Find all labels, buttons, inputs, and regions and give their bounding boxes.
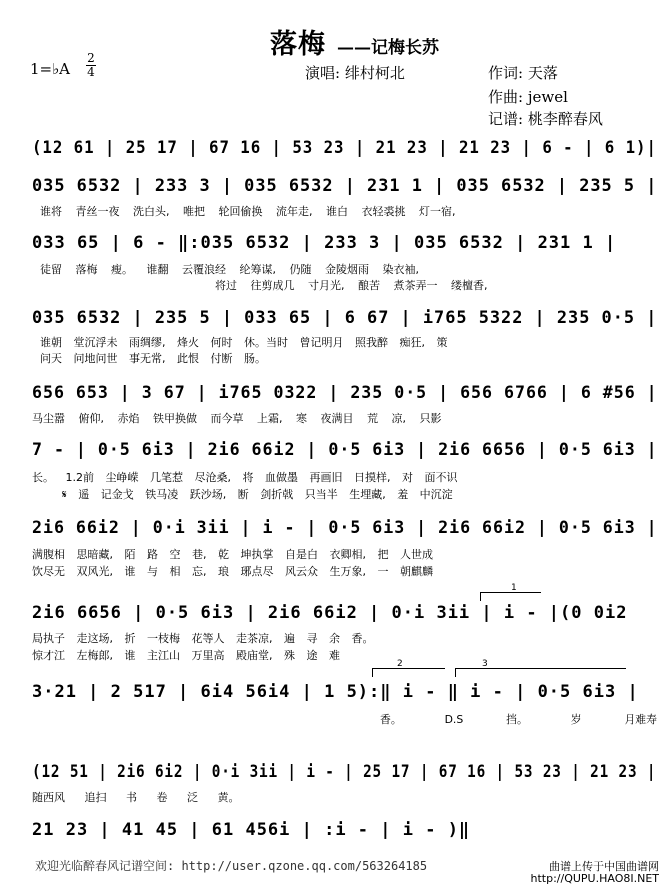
notation-row: 033 65 | 6 - ‖:035 6532 | 233 3 | 035 6532 | 231 1 |	[32, 233, 617, 253]
site-watermark	[531, 861, 660, 885]
first-ending-bracket	[480, 583, 541, 601]
lyric-line: 问天 问地问世 事无常, 此恨 付断 肠。	[40, 352, 266, 365]
lyric-line: 马尘嚣 俯仰, 赤焰 铁甲换做 而今草 上霜, 寒 夜满目 荒 凉, 只影	[32, 412, 442, 425]
lyric-line: 𝄋 遥 记金戈 铁马凌 跃沙场, 断 剑折戟 只当半 生埋藏, 羞 中沉淀	[62, 488, 453, 501]
third-ending-number: 3	[482, 659, 488, 669]
watermark-line-1: 曲谱上传于中国曲谱网	[549, 860, 659, 873]
composer-credit: 作曲: jewel	[488, 88, 568, 106]
lyric-line: 徒留 落梅 瘦。 谁翻 云覆浪经 纶筹谋, 仍随 金陵烟雨 染衣袖,	[40, 263, 419, 276]
notation-row: 656 653 | 3 67 | i765 0322 | 235 0·5 | 656 6766 | 6 #56 |	[32, 383, 658, 403]
time-signature-denominator: 4	[87, 65, 95, 79]
notation-row: 2i6 6656 | 0·5 6i3 | 2i6 66i2 | 0·i 3ii | i - |(0 0i2	[32, 603, 628, 623]
song-subtitle: ——记梅长苏	[337, 38, 439, 58]
lyric-line: 长。 1.2前 尘峥嵘 几笔惹 尽沧桑, 将 血做墨 再画旧 日摸样, 对 面不识	[32, 471, 458, 484]
lyric-line: 饮尽无 双风光, 谁 与 相 忘, 琅 琊点尽 风云众 生万象, 一 朝麒麟	[32, 565, 433, 578]
second-ending-bracket	[372, 659, 445, 677]
lyric-line: 谁将 青丝一夜 洗白头, 唯把 轮回偷换 流年走, 谁白 衣轻裘挑 灯一宿,	[40, 205, 456, 218]
lyric-line: 随西风 追扫 书 卷 泛 黄。	[32, 791, 240, 804]
notation-row: 3·21 | 2 517 | 6i4 56i4 | 1 5):‖ i - ‖ i - | 0·5 6i3 |	[32, 682, 639, 702]
lyric-line: 谁朝 堂沉浮未 雨绸缪, 烽火 何时 休。当时 曾记明月 照我醉 痴狂, 策	[40, 336, 448, 349]
lyricist-credit: 作词: 天落	[488, 64, 558, 82]
lyric-line: 满腹相 思暗藏, 陌 路 空 巷, 乾 坤执掌 自是白 衣卿相, 把 人世成	[32, 548, 433, 561]
notation-row: 21 23 | 41 45 | 61 456i | :i - | i - )‖	[32, 820, 471, 840]
footer-link-text: 欢迎光临醉春风记谱空间: http://user.qzone.qq.com/563264185	[35, 859, 428, 873]
song-title: 落梅	[270, 29, 326, 60]
time-signature-numerator: 2	[87, 51, 95, 65]
time-signature	[86, 52, 96, 79]
notation-row: 7 - | 0·5 6i3 | 2i6 66i2 | 0·5 6i3 | 2i6 6656 | 0·5 6i3 |	[32, 440, 658, 460]
lyric-line: 惊才江 左梅郎, 谁 主江山 万里高 殿庙堂, 殊 途 难	[32, 649, 340, 662]
notation-row: 2i6 66i2 | 0·i 3ii | i - | 0·5 6i3 | 2i6 66i2 | 0·5 6i3 |	[32, 518, 658, 538]
second-ending-number: 2	[397, 659, 403, 669]
notation-row: 035 6532 | 235 5 | 033 65 | 6 67 | i765 5322 | 235 0·5 |	[32, 308, 658, 328]
lyric-line: 将过 往剪成几 寸月光, 酿苦 煮茶弄一 缕檀香,	[215, 279, 488, 292]
notation-row: 035 6532 | 233 3 | 035 6532 | 231 1 | 035 6532 | 235 5 |	[32, 176, 658, 196]
notation-row: (12 61 | 25 17 | 67 16 | 53 23 | 21 23 | 21 23 | 6 - | 6 1)|	[32, 138, 657, 158]
lyric-line: 香。 D.S 挡。 岁 月难寿	[380, 713, 658, 726]
third-ending-bracket	[455, 659, 626, 677]
singer-credit: 演唱: 绯村柯北	[305, 64, 405, 82]
key-signature: 1=♭A	[30, 60, 71, 78]
first-ending-number: 1	[511, 583, 517, 593]
lyric-line: 局执子 走这场, 折 一枝梅 花等人 走茶凉, 遍 寻 余 香。	[32, 632, 374, 645]
watermark-line-2: http://QUPU.HAO8I.NET	[530, 872, 659, 885]
transcriber-credit: 记谱: 桃李醉春风	[488, 110, 603, 128]
notation-row: (12 51 | 2i6 6i2 | 0·i 3ii | i - | 25 17 | 67 16 | 53 23 | 21 23 |	[32, 762, 657, 782]
